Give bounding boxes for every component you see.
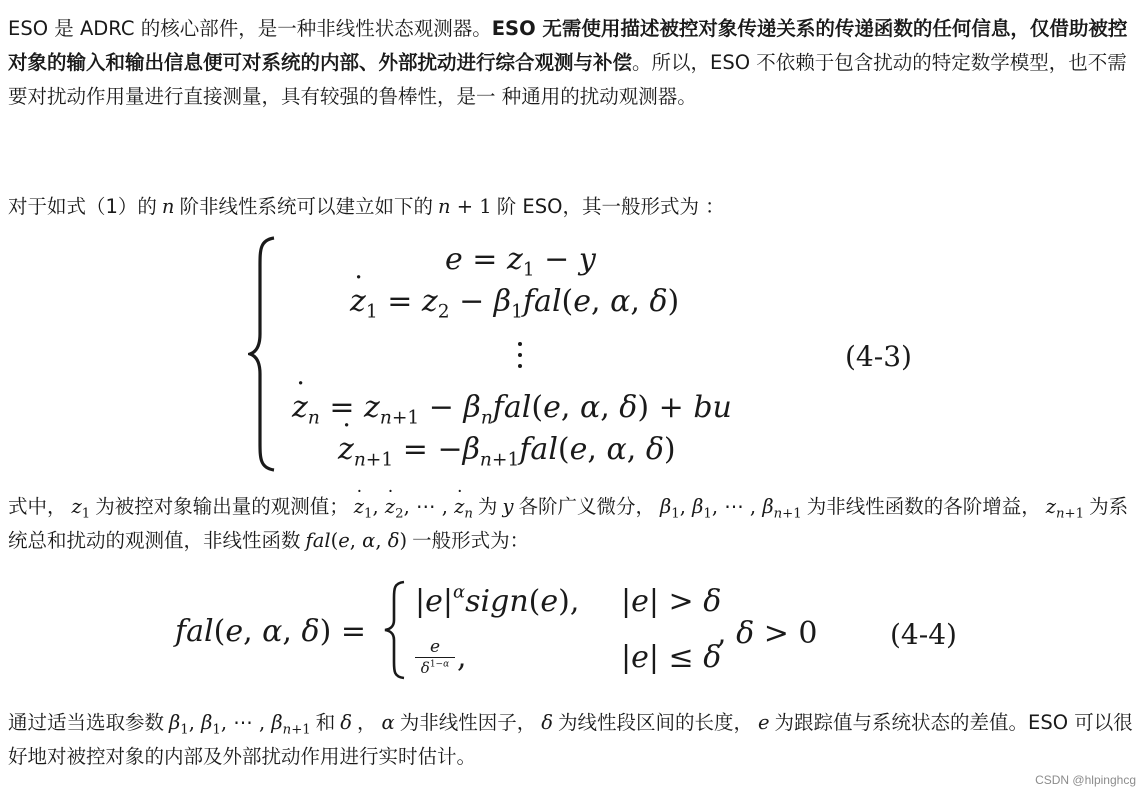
math-beta-list: $\beta_1$, $\beta_1$, ⋯ , $\beta_{n+1}$	[659, 495, 802, 522]
text-segment: 为	[477, 495, 498, 518]
eq-fal-lhs: fal(e, α, δ) =	[175, 614, 366, 649]
left-brace	[248, 236, 278, 472]
text-segment: 为被控对象输出量的观测值；	[95, 495, 349, 518]
text-segment: 阶非线性系统可以建立如下的	[179, 195, 433, 218]
eq-delta-condition: , δ > 0	[717, 616, 818, 651]
vertical-ellipsis	[518, 338, 524, 374]
eq-fraction: e $\delta^{1-\alpha}$	[415, 638, 455, 676]
equation-number: (4-4)	[890, 618, 957, 651]
eq-case-2-comma: ,	[457, 640, 467, 675]
math-e: e	[757, 711, 770, 734]
text-segment: 为线性段区间的长度，	[557, 711, 753, 734]
intro-text: ESO 是 ADRC 的核心部件，是一种非线性状态观测器。	[8, 17, 492, 40]
text-segment: 阶 ESO，其一般形式为 ：	[496, 195, 725, 218]
text-segment: 对于如式（1）的	[8, 195, 157, 218]
text-segment: 和	[315, 711, 336, 734]
text-segment: 式中，	[8, 495, 67, 518]
eq-case-2-cond: |e| ≤ δ	[621, 640, 722, 675]
equation-number: (4-3)	[845, 340, 912, 373]
text-segment: 为跟踪值与系统状态的差值。ESO 可以很好地对被控对象的内部及外部扰动作用进行实时估计。	[8, 711, 1133, 768]
eq-case-1: $|e|^\alpha sign(e)$,	[415, 581, 580, 619]
math-zn1: $z_{n+1}$	[1045, 495, 1085, 522]
paragraph-eso-form	[8, 190, 1138, 224]
text-segment: 为系统总和扰动的观测值，非线性函数	[8, 495, 1129, 552]
paragraph-parameters	[8, 706, 1138, 774]
eq-case-1-cond: |e| > δ	[621, 584, 722, 619]
math-beta-list: $\beta_1$, $\beta_1$, ⋯ , $\beta_{n+1}$	[169, 711, 311, 738]
paragraph-variables	[8, 490, 1138, 558]
text-segment: 一般形式为：	[412, 529, 530, 552]
watermark: CSDN @hlpinghcg	[1035, 773, 1136, 787]
text-segment: 通过适当选取参数	[8, 711, 165, 734]
intro-bold-text: ESO 无需使用描述被控对象传递关系的传递函数的任何信息，仅借助被控对象的输入和输出信息便可对系统的内部、外部扰动进行综合观测与补偿	[8, 17, 1128, 74]
text-segment: 为非线性函数的各阶增益，	[806, 495, 1041, 518]
math-n-plus-1: n + 1	[438, 195, 492, 218]
eq-line-zn-dot: z $˙_n = z_{n+1} - \beta_nfal(e$, α, δ) + bu	[292, 390, 732, 426]
text-segment: 各阶广义微分，	[518, 495, 655, 518]
eq-line-z1-dot: z $˙_1 = z_2 - \beta_1fal(e$, α, δ)	[350, 284, 679, 320]
equation-4-4	[175, 578, 995, 688]
eq-line-error: $e = z_1 - y$	[445, 242, 596, 281]
math-y: y	[502, 495, 514, 518]
math-fal: fal(e, α, δ)	[305, 529, 408, 552]
left-brace	[383, 580, 407, 680]
intro-text-end: 。所以，ESO 不依赖于包含扰动的特定数学模型，也不需要对扰动作用量进行直接测量，具有较强的鲁棒性，是一 种通用的扰动观测器。	[8, 51, 1127, 108]
math-n: n	[161, 195, 175, 218]
paragraph-intro	[8, 12, 1138, 114]
math-z-dots: z $˙_1$, z $˙_2$, ⋯ , z $˙_n$	[349, 495, 478, 518]
math-z1: $z_1$	[71, 495, 91, 522]
math-delta: δ	[541, 711, 553, 734]
equation-4-3	[240, 236, 940, 476]
text-segment: 为非线性因子，	[399, 711, 537, 734]
text-segment: ，	[357, 711, 377, 734]
math-alpha: α	[381, 711, 395, 734]
math-delta: δ	[340, 711, 352, 734]
eq-line-zn1-dot: z $˙_{n+1} = -\beta_{n+1}fal(e$, α, δ)	[338, 432, 676, 468]
